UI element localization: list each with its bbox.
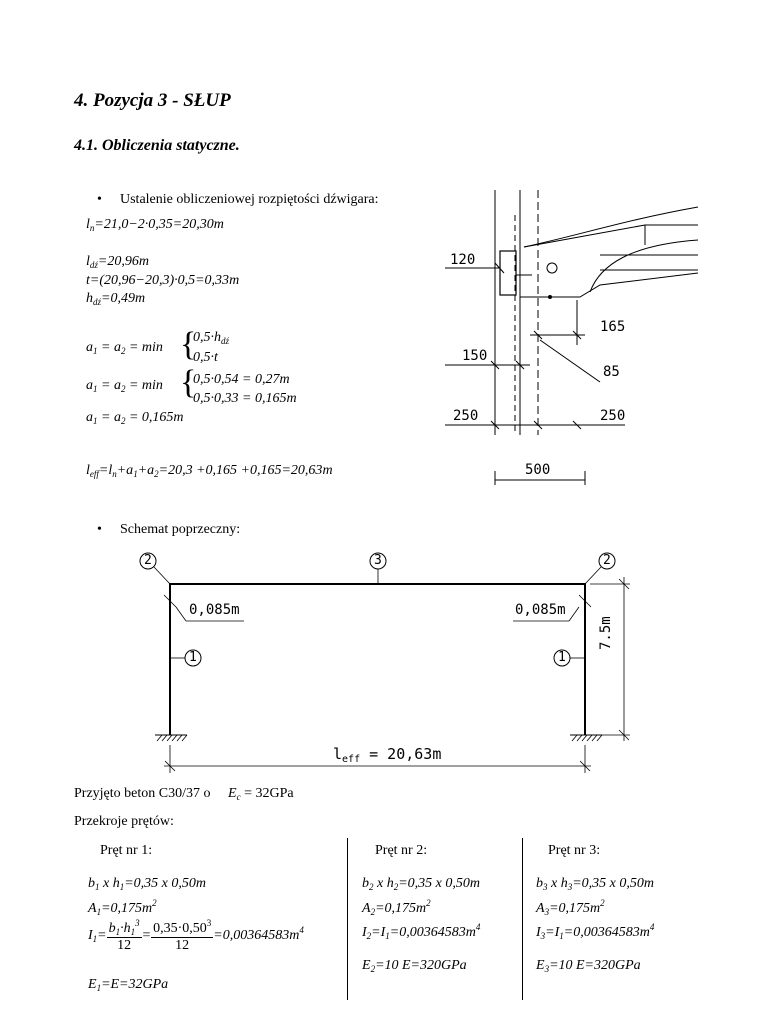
a-result: $a_1 = a_2 = 0,165m$ [86, 410, 184, 426]
member-3-bxh: $b_3$ x $h_3=0,35$ x 0,50m [536, 876, 655, 892]
support-detail-drawing [440, 185, 700, 495]
member-3-inertia: $I_3=I_1=0,00364583m^4$ [536, 922, 655, 941]
a-min-symbolic: $a_1 = a_2 = \min$ [86, 340, 163, 356]
dim-85: 85 [603, 364, 620, 380]
member-3-title: Pręt nr 3: [548, 843, 601, 858]
material-line: Przyjęto beton C30/37 o $E_c = 32GPa$ [74, 786, 294, 802]
brace-1: { [180, 326, 197, 363]
brace-2: { [180, 364, 197, 401]
ln-equation: $l_n=21,0-2\cdot 0,35=20,30m$ [86, 217, 224, 233]
bullet-frame: • [97, 522, 102, 537]
node-3-label: 3 [374, 553, 382, 568]
span-label: $l_{eff} = 20,63m$ [333, 745, 442, 765]
height-label: 7.5m [598, 616, 614, 650]
leff-equation: $l_{eff}=l_n+a_1+a_2=20,3 +0,165 +0,165=20,63m$ [86, 463, 333, 479]
dim-120: 120 [450, 252, 476, 268]
t-equation: t=(20,96−20,3)·0,5=0,33m [86, 273, 240, 288]
column-divider-1 [347, 838, 348, 1000]
member-2-modulus: $E_2=10$ E=320GPa [362, 958, 467, 974]
a-min-numeric: $a_1 = a_2 = \min$ [86, 378, 163, 394]
member-2-bxh: $b_2$ x $h_2=0,35$ x 0,50m [362, 876, 481, 892]
member-2-title: Pręt nr 2: [375, 843, 428, 858]
min-num-row2: 0,5·0,33 = 0,165m [193, 391, 297, 406]
node-2-right-label: 2 [603, 553, 611, 568]
node-1-left-label: 1 [189, 650, 197, 665]
subsection-heading: 4.1. Obliczenia statyczne. [74, 137, 240, 154]
member-1-modulus: $E_1=E=32GPa$ [88, 977, 169, 993]
member-2-area: $A_2=0,175m^2$ [362, 898, 431, 917]
node-1-right-label: 1 [558, 650, 566, 665]
column-divider-2 [522, 838, 523, 1000]
node-2-left-label: 2 [144, 553, 152, 568]
offset-right-label: 0,085m [515, 602, 566, 618]
sections-title: Przekroje prętów: [74, 814, 174, 829]
dim-250-right: 250 [600, 408, 626, 424]
member-1-area: $A_1=0,175m^2$ [88, 898, 157, 917]
span-calc-title: Ustalenie obliczeniowej rozpiętości dźwigara: [120, 192, 379, 207]
min-row2: 0,5·t [193, 350, 218, 365]
hdz-equation: $h_{dź}=0,49m$ [86, 291, 146, 307]
member-3-modulus: $E_3=10$ E=320GPa [536, 958, 641, 974]
min-num-row1: 0,5·0,54 = 0,27m [193, 372, 290, 387]
dim-500: 500 [525, 462, 551, 478]
dim-250-left: 250 [453, 408, 479, 424]
dim-165: 165 [600, 319, 626, 335]
member-1-bxh: $b_1$ x $h_1=0,35$ x 0,50m [88, 876, 207, 892]
member-1-inertia: $I_1=$ $\frac{b_1\cdot h_1^3}{12}$ = $\frac{0,35\cdot 0,50^3}{12}$ $=0,00364583m^4$ [88, 918, 304, 953]
frame-scheme-title: Schemat poprzeczny: [120, 522, 241, 537]
bullet-span: • [97, 192, 102, 207]
ldz-equation: $l_{dź}=20,96m$ [86, 254, 149, 270]
member-1-title: Pręt nr 1: [100, 843, 153, 858]
dim-150: 150 [462, 348, 488, 364]
min-row1: $0,5\cdot h_{dź}$ [193, 330, 230, 346]
member-2-inertia: $I_2=I_1=0,00364583m^4$ [362, 922, 481, 941]
section-heading: 4. Pozycja 3 - SŁUP [74, 90, 231, 111]
member-3-area: $A_3=0,175m^2$ [536, 898, 605, 917]
offset-left-label: 0,085m [189, 602, 240, 618]
